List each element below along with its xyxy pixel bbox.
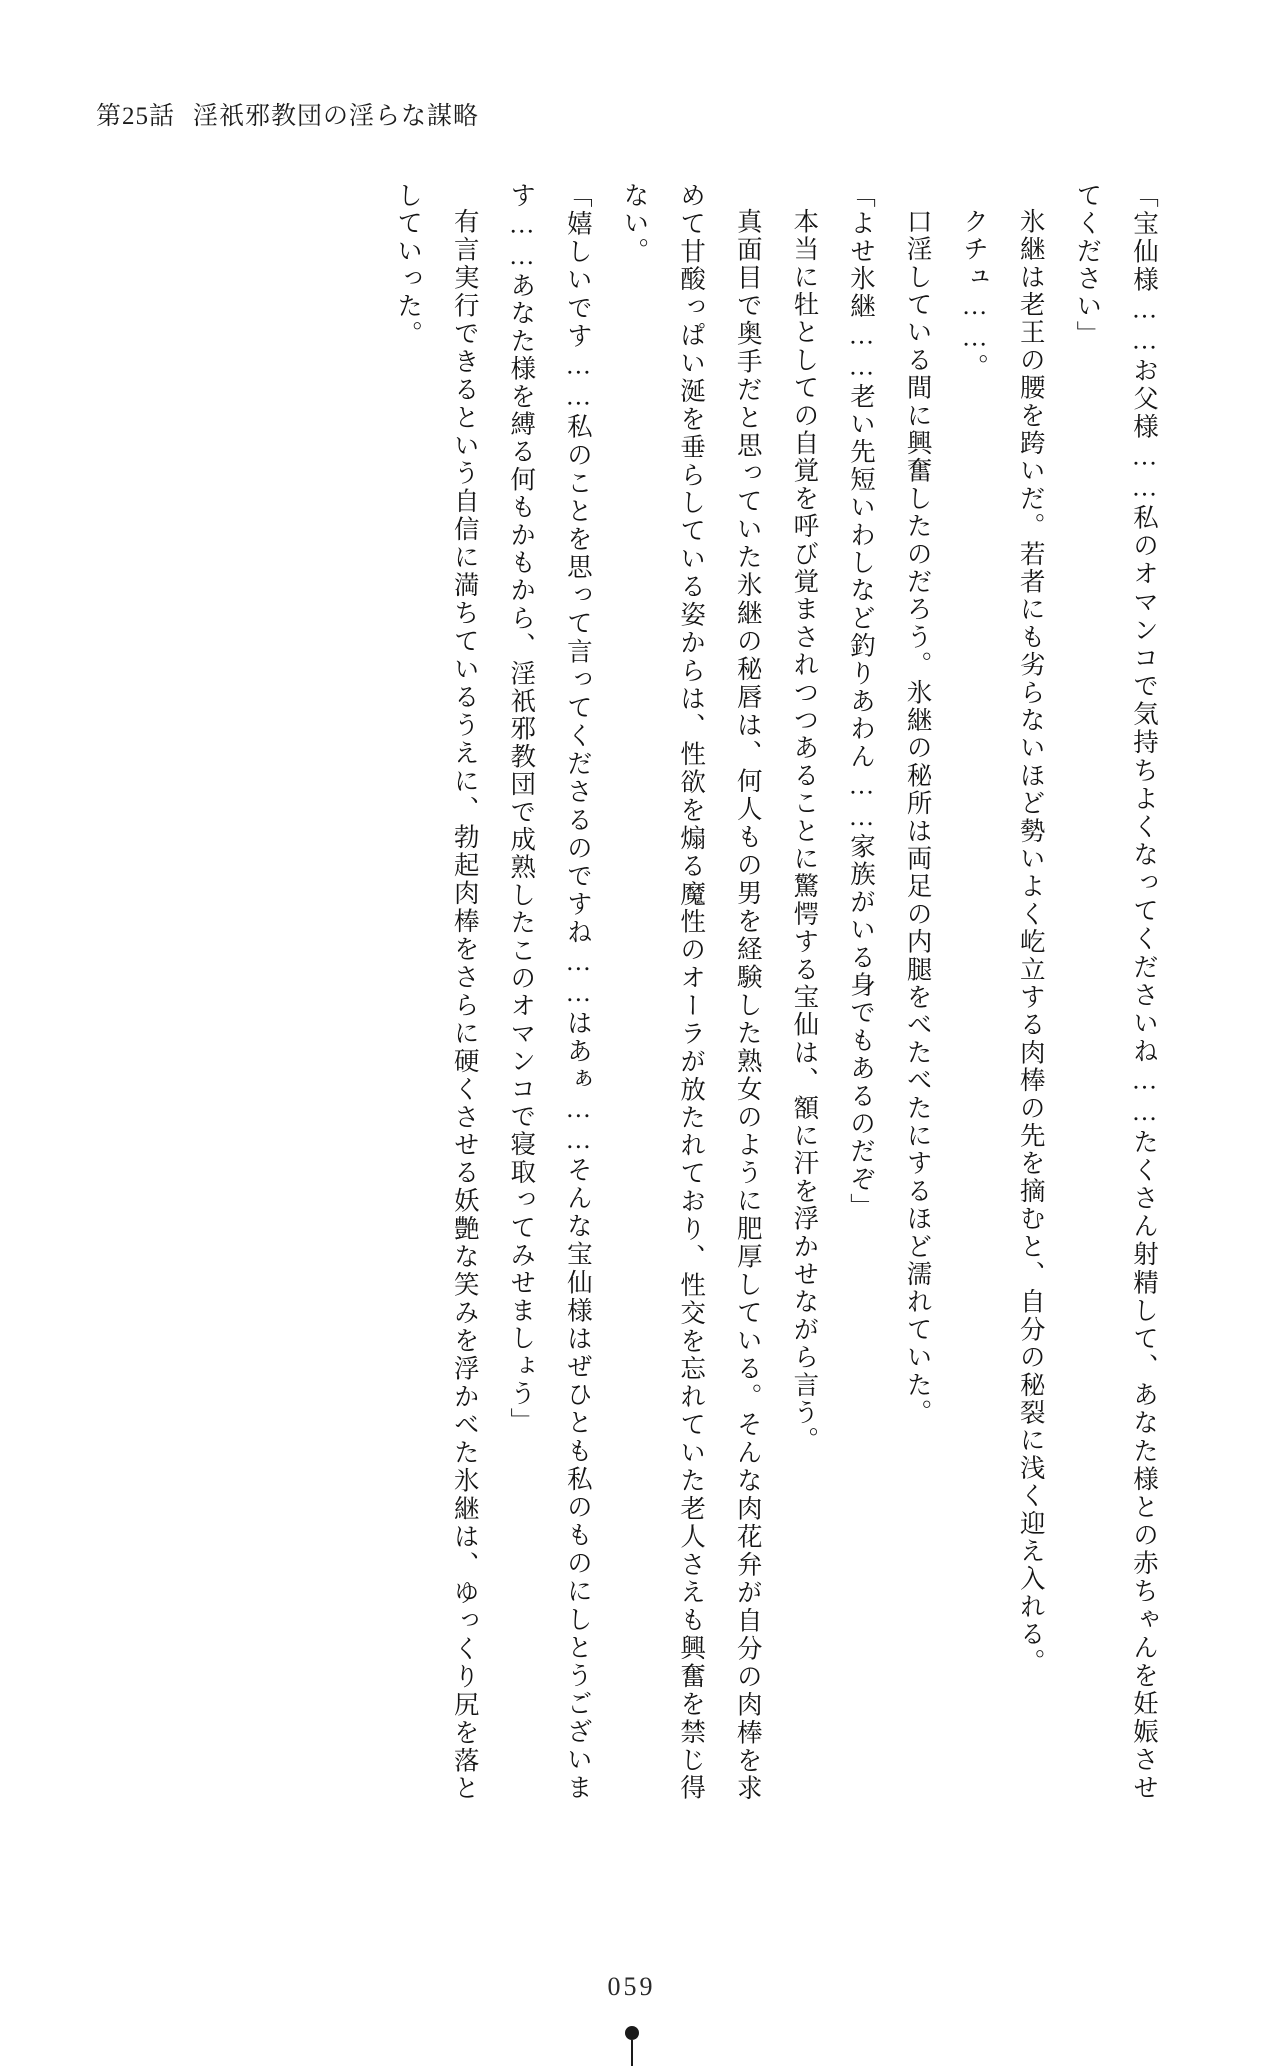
paragraph: 「嬉しいです……私のことを思って言ってくださるのですね……はあぁ……そんな宝仙様はぜひとも私のものにしとうございます……あなた様を縛る何もかもから、淫祇邪教団で成熟したこのオマンコで寝取ってみせましょう」 [507, 182, 593, 1802]
folio-dot-icon [625, 2026, 639, 2040]
paragraph: 本当に牡としての自覚を呼び覚まされつつあることに驚愕する宝仙は、額に汗を浮かせながら言う。 [790, 207, 820, 1454]
body-text-area [92, 182, 1172, 1822]
paragraph: 有言実行できるという自信に満ちているうえに、勃起肉棒をさらに硬くさせる妖艶な笑みを浮かべた氷継は、ゆっくり尻を落としていった。 [394, 182, 480, 1802]
vertical-text-block [92, 182, 1172, 1802]
paragraph: 口淫している間に興奮したのだろう。氷継の秘所は両足の内腿をべたべたにするほど濡れていた。 [903, 207, 933, 1427]
paragraph: 「よせ氷継……老い先短いわしなど釣りあわん……家族がいる身でもあるのだぞ」 [846, 182, 876, 1221]
chapter-number: 第25話 [96, 103, 176, 130]
paragraph: 真面目で奥手だと思っていた氷継の秘唇は、何人もの男を経験した熟女のように肥厚している。そんな肉花弁が自分の肉棒を求めて甘酸っぱい涎を垂らしている姿からは、性欲を煽る魔性のオーラが放たれており、性交を忘れていた老人さえも興奮を禁じ得ない。 [620, 182, 763, 1802]
folio-rule [631, 2040, 633, 2066]
running-header [96, 96, 479, 132]
chapter-title: 淫祇邪教団の淫らな謀略 [193, 103, 480, 130]
paragraph: クチュ……。 [960, 207, 990, 381]
paragraph: 「宝仙様……お父様……私のオマンコで気持ちよくなってくださいね……たくさん射精して、あなた様との赤ちゃんを妊娠させてください」 [1073, 182, 1159, 1802]
paragraph: 氷継は老王の腰を跨いだ。若者にも劣らないほど勢いよく屹立する肉棒の先を摘むと、自分の秘裂に浅く迎え入れる。 [1016, 207, 1046, 1676]
page-number: 059 [607, 1972, 656, 2001]
